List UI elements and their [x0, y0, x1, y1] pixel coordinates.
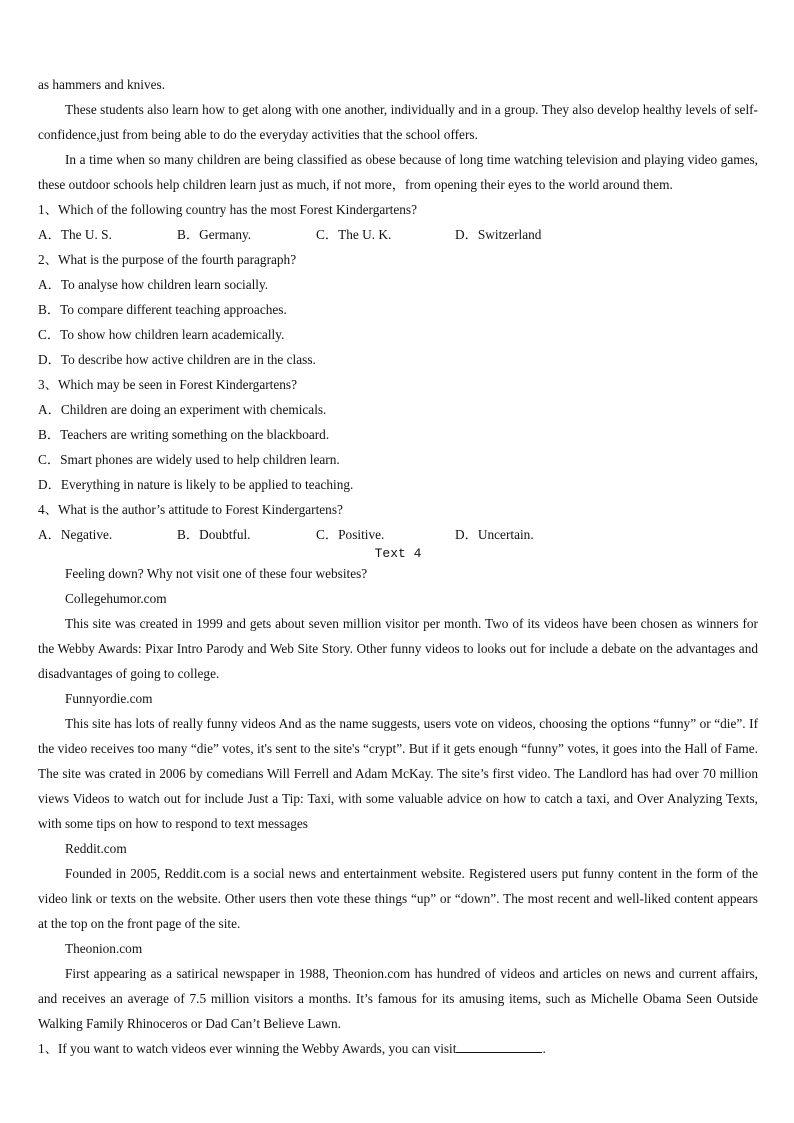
site-description: This site has lots of really funny videos And as the name suggests, users vote on videos, choosing the options “funny” or “die”. If the video receives too many “die” votes, it's sent to the site's “crypt”. But if it gets enough “funny” votes, it goes into the Hall of Fame. The site was crated in 2006 by comedians Will Ferrell and Adam McKay. The site’s first video. The Landlord has had over 70 million views Videos to watch out for include Just a Tip: Taxi, with some valuable advice on how to catch a taxi, and Over Analyzing Texts, with some tips on how to respond to text messages [38, 716, 758, 831]
option-d: D．To describe how active children are in the class. [38, 352, 316, 367]
option-b: B．To compare different teaching approaches. [38, 302, 287, 317]
passage-fragment: as hammers and knives. [38, 77, 166, 92]
question-stem: 1、Which of the following country has the most Forest Kindergartens? [38, 202, 418, 217]
option-row [38, 222, 758, 247]
question-stem: 2、What is the purpose of the fourth paragraph? [38, 252, 297, 267]
document-page [38, 72, 758, 1061]
site-description: First appearing as a satirical newspaper in 1988, Theonion.com has hundred of videos and articles on news and current affairs, and receives an average of 7.5 million visitors a months. It’s famous for its amusing items, such as Michelle Obama Seen Outside Walking Family Rhinoceros or Dad Can’t Believe Lawn. [38, 966, 758, 1031]
option-a: A．Negative. [38, 527, 113, 542]
option-b: B．Doubtful. [177, 527, 251, 542]
option-b: B．Teachers are writing something on the blackboard. [38, 427, 330, 442]
option-c: C．To show how children learn academically. [38, 327, 285, 342]
question-stem [38, 1036, 758, 1061]
question-end: . [542, 1041, 546, 1056]
question-stem: 4、What is the author’s attitude to Forest Kindergartens? [38, 502, 343, 517]
option-d: D．Uncertain. [455, 527, 534, 542]
site-description: Founded in 2005, Reddit.com is a social news and entertainment website. Registered users put funny content in the form of the video link or texts on the website. Other users then vote these things “up” or “down”. The most recent and well-liked content appears at the top on the front page of the site. [38, 866, 758, 931]
option-a: A．To analyse how children learn socially. [38, 277, 269, 292]
site-name: Collegehumor.com [65, 591, 167, 606]
passage-paragraph: These students also learn how to get along with one another, individually and in a group. They also develop healthy levels of self-confidence,just from being able to do the everyday activities that the school offers. [38, 102, 758, 142]
site-name: Funnyordie.com [65, 691, 153, 706]
option-d: D．Switzerland [455, 227, 542, 242]
site-name: Theonion.com [65, 941, 143, 956]
answer-blank[interactable] [456, 1040, 542, 1053]
passage-intro: Feeling down? Why not visit one of these four websites? [65, 566, 368, 581]
question-stem: 3、Which may be seen in Forest Kindergartens? [38, 377, 297, 392]
option-row [38, 522, 758, 547]
option-a: A．The U. S. [38, 227, 112, 242]
site-description: This site was created in 1999 and gets about seven million visitor per month. Two of its videos have been chosen as winners for the Webby Awards: Pixar Intro Parody and Web Site Story. Other funny videos to looks out for include a debate on the advantages and disadvantages of going to college. [38, 616, 758, 681]
passage-paragraph: In a time when so many children are being classified as obese because of long time watching television and playing video games, these outdoor schools help children learn just as much, if not more，from opening their eyes to the world around them. [38, 152, 758, 192]
option-a: A．Children are doing an experiment with chemicals. [38, 402, 327, 417]
option-c: C．Positive. [316, 527, 385, 542]
question-text: 1、If you want to watch videos ever winning the Webby Awards, you can visit [38, 1041, 457, 1056]
section-heading: Text 4 [374, 546, 422, 561]
site-name: Reddit.com [65, 841, 127, 856]
option-c: C．Smart phones are widely used to help children learn. [38, 452, 340, 467]
option-c: C．The U. K. [316, 227, 392, 242]
option-d: D．Everything in nature is likely to be applied to teaching. [38, 477, 354, 492]
option-b: B．Germany. [177, 227, 252, 242]
